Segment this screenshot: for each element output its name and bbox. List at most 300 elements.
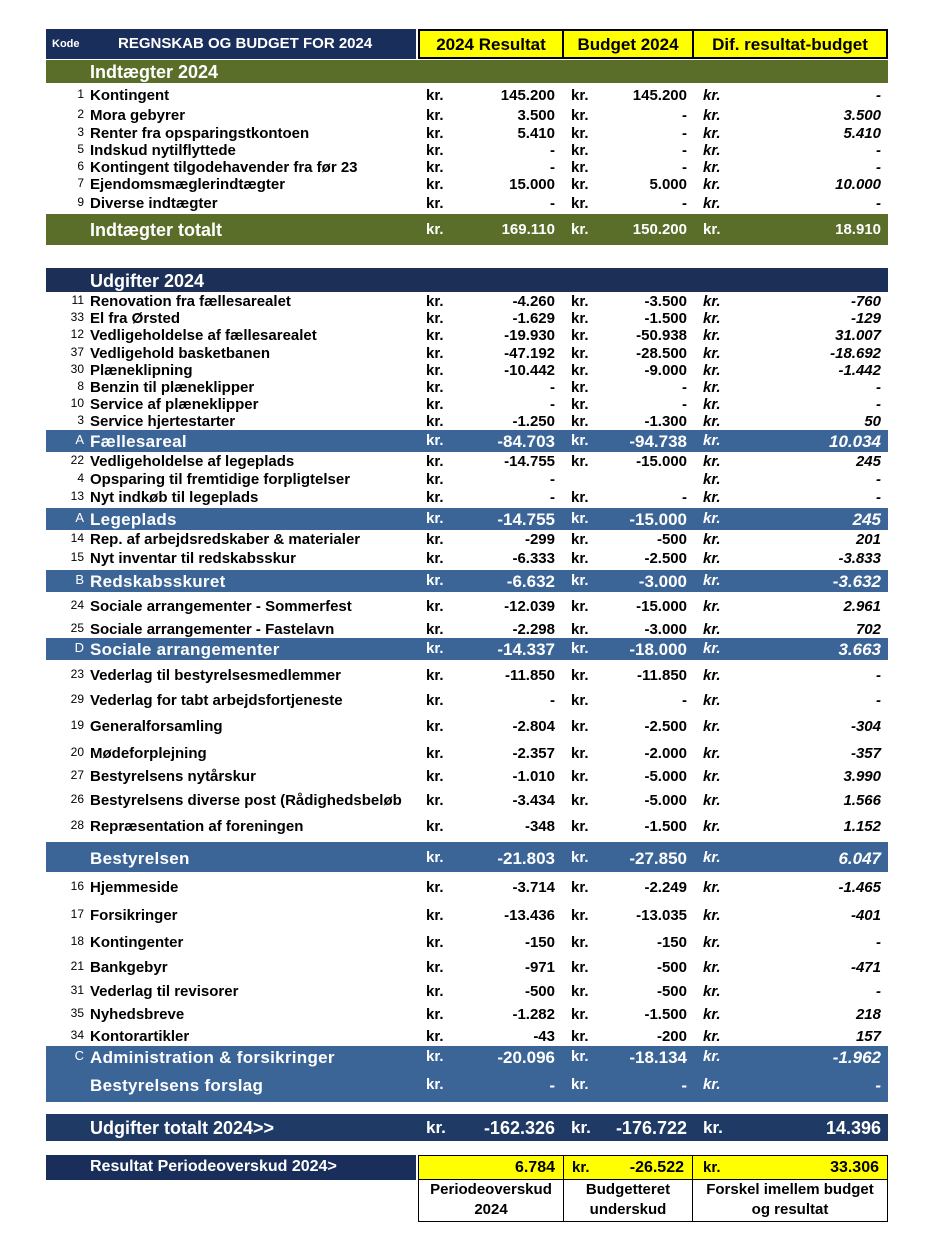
kr-label: kr. bbox=[571, 1076, 589, 1093]
kr-label: kr. bbox=[571, 293, 589, 310]
row-label: Legeplads bbox=[90, 510, 177, 529]
kr-label: kr. bbox=[571, 362, 589, 379]
value-result: -47.192 bbox=[504, 345, 555, 362]
kr-label: kr. bbox=[571, 1028, 589, 1045]
value-budget: -2.249 bbox=[644, 879, 687, 896]
row-code: 34 bbox=[70, 1028, 84, 1042]
row-code: 6 bbox=[77, 159, 84, 173]
kr-label: kr. bbox=[703, 1076, 721, 1093]
row-label: Administration & forsikringer bbox=[90, 1048, 335, 1067]
row-label: Indskud nytilflyttede bbox=[90, 142, 236, 159]
income-total-row: Indtægter totalt kr. 169.110 kr. 150.200 kr. 18.910 bbox=[46, 214, 888, 245]
value-diff: 2.961 bbox=[843, 598, 881, 615]
kr-label: kr. bbox=[703, 293, 721, 310]
row-label: Ejendomsmæglerindtægter bbox=[90, 176, 286, 193]
value-result: -299 bbox=[524, 531, 555, 548]
row-code: 9 bbox=[77, 195, 84, 209]
row-label: Bankgebyr bbox=[90, 959, 168, 976]
result-kr-2: kr. bbox=[572, 1159, 590, 1176]
kr-label: kr. bbox=[426, 718, 444, 735]
kr-label: kr. bbox=[571, 510, 589, 527]
value-diff: - bbox=[876, 934, 881, 951]
value-diff: -471 bbox=[850, 959, 881, 976]
value-diff: -304 bbox=[850, 718, 881, 735]
value-diff: 245 bbox=[852, 510, 881, 529]
value-diff: 3.990 bbox=[843, 768, 881, 785]
row-label: Hjemmeside bbox=[90, 879, 179, 896]
value-result: -6.333 bbox=[512, 550, 555, 567]
kr-label: kr. bbox=[571, 907, 589, 924]
row-label: Nyhedsbreve bbox=[90, 1006, 185, 1023]
value-result: - bbox=[550, 142, 555, 159]
kr-label: kr. bbox=[703, 87, 721, 104]
result-caption-3: Forskel imellem budget og resultat bbox=[692, 1180, 888, 1222]
row-label: Benzin til plæneklipper bbox=[90, 379, 255, 396]
kr-label: kr. bbox=[426, 598, 444, 615]
kr-label: kr. bbox=[426, 107, 444, 124]
subtotal-row bbox=[46, 430, 888, 452]
row-code: 18 bbox=[70, 934, 84, 948]
row-label: Renter fra opsparingstkontoen bbox=[90, 125, 310, 142]
row-label: Vedligehold basketbanen bbox=[90, 345, 271, 362]
row-code: 22 bbox=[70, 453, 84, 467]
kr-label: kr. bbox=[426, 879, 444, 896]
value-diff: 157 bbox=[855, 1028, 881, 1045]
row-code: 28 bbox=[70, 818, 84, 832]
value-result: -10.442 bbox=[504, 362, 555, 379]
row-code: 10 bbox=[70, 396, 84, 410]
value-diff: -401 bbox=[850, 907, 881, 924]
kr-label: kr. bbox=[426, 692, 444, 709]
kr-label: kr. bbox=[426, 396, 444, 413]
kr-label: kr. bbox=[703, 362, 721, 379]
value-diff: -3.833 bbox=[838, 550, 881, 567]
kr-label: kr. bbox=[426, 1048, 444, 1065]
row-code: 11 bbox=[71, 293, 84, 307]
value-result: 3.500 bbox=[517, 107, 555, 124]
row-code: 37 bbox=[70, 345, 84, 359]
value-result: -14.755 bbox=[497, 510, 555, 529]
value-diff: 31.007 bbox=[835, 327, 881, 344]
kr-label: kr. bbox=[703, 934, 721, 951]
value-result: -500 bbox=[524, 983, 555, 1000]
row-code: 3 bbox=[77, 413, 84, 427]
kr-label: kr. bbox=[703, 718, 721, 735]
kr-label: kr. bbox=[703, 983, 721, 1000]
row-code: 14 bbox=[70, 531, 84, 545]
kr-label: kr. bbox=[426, 413, 444, 430]
kr-label: kr. bbox=[571, 159, 589, 176]
kr-label: kr. bbox=[703, 907, 721, 924]
kr-label: kr. bbox=[426, 572, 444, 589]
row-code: 5 bbox=[77, 142, 84, 156]
value-budget: -15.000 bbox=[636, 598, 687, 615]
kr-label: kr. bbox=[571, 983, 589, 1000]
kr-label: kr. bbox=[571, 745, 589, 762]
value-result: 15.000 bbox=[509, 176, 555, 193]
kr-label: kr. bbox=[703, 142, 721, 159]
result-value-actual: 6.784 bbox=[514, 1159, 555, 1176]
value-result: -19.930 bbox=[504, 327, 555, 344]
value-budget: -500 bbox=[656, 983, 687, 1000]
kr-label: kr. bbox=[703, 453, 721, 470]
kr-label: kr. bbox=[703, 396, 721, 413]
kr-label: kr. bbox=[571, 195, 589, 212]
kr-label: kr. bbox=[703, 792, 721, 809]
value-diff: - bbox=[876, 692, 881, 709]
value-diff: 201 bbox=[855, 531, 881, 548]
kr-label: kr. bbox=[703, 489, 721, 506]
kr-label: kr. bbox=[426, 849, 444, 866]
row-label: El fra Ørsted bbox=[90, 310, 181, 327]
result-label: Resultat Periodeoverskud 2024> bbox=[90, 1158, 337, 1175]
row-label: Redskabsskuret bbox=[90, 572, 226, 591]
kr-label: kr. bbox=[571, 413, 589, 430]
kr-label: kr. bbox=[571, 453, 589, 470]
value-budget: -1.300 bbox=[644, 413, 687, 430]
row-code: 15 bbox=[70, 550, 84, 564]
value-budget: -1.500 bbox=[644, 1006, 687, 1023]
col-header-diff: Dif. resultat-budget bbox=[692, 29, 888, 59]
row-label: Bestyrelsen bbox=[90, 849, 190, 868]
kr-label: kr. bbox=[703, 195, 721, 212]
value-result: 5.410 bbox=[517, 125, 555, 142]
value-result: 145.200 bbox=[500, 87, 555, 104]
subtotal-row bbox=[46, 842, 888, 872]
kr-label: kr. bbox=[703, 310, 721, 327]
value-budget: - bbox=[682, 107, 687, 124]
result-box-1 bbox=[418, 1155, 564, 1180]
value-budget: -5.000 bbox=[644, 768, 687, 785]
value-result: - bbox=[549, 1076, 555, 1095]
row-code: A bbox=[75, 432, 84, 447]
kr-label: kr. bbox=[703, 125, 721, 142]
row-code: D bbox=[74, 640, 84, 655]
kr-label: kr. bbox=[426, 818, 444, 835]
value-result: -21.803 bbox=[497, 849, 555, 868]
value-diff: 1.152 bbox=[843, 818, 881, 835]
col-header-budget: Budget 2024 bbox=[562, 29, 694, 59]
value-budget: -50.938 bbox=[636, 327, 687, 344]
value-result: - bbox=[550, 396, 555, 413]
kr-label: kr. bbox=[426, 667, 444, 684]
subtotal-row bbox=[46, 570, 888, 592]
row-label: Opsparing til fremtidige forpligtelser bbox=[90, 471, 351, 488]
value-budget: -9.000 bbox=[644, 362, 687, 379]
kr-label: kr. bbox=[426, 1076, 444, 1093]
kr-label: kr. bbox=[703, 572, 721, 589]
kr-label: kr. bbox=[703, 667, 721, 684]
value-diff: 702 bbox=[855, 621, 881, 638]
kr-label: kr. bbox=[703, 598, 721, 615]
row-label: Plæneklipning bbox=[90, 362, 193, 379]
value-budget: - bbox=[682, 159, 687, 176]
row-label: Fællesareal bbox=[90, 432, 187, 451]
expenses-total-row: Udgifter totalt 2024>> kr. -162.326 kr. -176.722 kr. 14.396 bbox=[46, 1114, 888, 1141]
row-label: Vederlag for tabt arbejdsfortjeneste bbox=[90, 692, 343, 709]
result-value-budget: -26.522 bbox=[629, 1159, 684, 1176]
value-result: -348 bbox=[524, 818, 555, 835]
value-budget: - bbox=[682, 692, 687, 709]
kr-label: kr. bbox=[426, 550, 444, 567]
row-code: 7 bbox=[77, 176, 84, 190]
result-box-2 bbox=[563, 1155, 693, 1180]
row-label: Sociale arrangementer - Sommerfest bbox=[90, 598, 352, 615]
value-result: -14.755 bbox=[504, 453, 555, 470]
value-diff: -129 bbox=[850, 310, 881, 327]
kr-label: kr. bbox=[426, 983, 444, 1000]
subtotal-row bbox=[46, 638, 888, 660]
value-diff: -357 bbox=[850, 745, 881, 762]
value-result: - bbox=[550, 471, 555, 488]
expenses-section-title: Udgifter 2024 bbox=[46, 268, 888, 292]
row-label: Kontingenter bbox=[90, 934, 184, 951]
kr-label: kr. bbox=[426, 310, 444, 327]
value-budget: -150 bbox=[656, 934, 687, 951]
value-result: - bbox=[550, 489, 555, 506]
row-label: Forsikringer bbox=[90, 907, 178, 924]
value-result: -150 bbox=[524, 934, 555, 951]
value-diff: - bbox=[876, 379, 881, 396]
kr-label: kr. bbox=[703, 176, 721, 193]
kr-label: kr. bbox=[571, 598, 589, 615]
kr-label: kr. bbox=[571, 818, 589, 835]
kr-label: kr. bbox=[703, 327, 721, 344]
value-result: -20.096 bbox=[497, 1048, 555, 1067]
value-diff: 50 bbox=[864, 413, 881, 430]
kr-label: kr. bbox=[426, 87, 444, 104]
value-budget: -3.500 bbox=[644, 293, 687, 310]
kr-label: kr. bbox=[571, 692, 589, 709]
value-diff: - bbox=[876, 667, 881, 684]
value-budget: - bbox=[682, 396, 687, 413]
kr-label: kr. bbox=[571, 640, 589, 657]
row-code: 13 bbox=[70, 489, 84, 503]
kr-label: kr. bbox=[426, 531, 444, 548]
kr-label: kr. bbox=[426, 792, 444, 809]
row-label: Bestyrelsens diverse post (Rådighedsbeløb bbox=[90, 792, 402, 809]
value-result: - bbox=[550, 379, 555, 396]
value-budget: -18.134 bbox=[629, 1048, 687, 1067]
kr-label: kr. bbox=[571, 489, 589, 506]
kr-label: kr. bbox=[571, 310, 589, 327]
row-label: Sociale arrangementer bbox=[90, 640, 280, 659]
row-label: Mødeforplejning bbox=[90, 745, 207, 762]
kr-label: kr. bbox=[571, 107, 589, 124]
row-label: Rep. af arbejdsredskaber & materialer bbox=[90, 531, 361, 548]
kr-label: kr. bbox=[571, 432, 589, 449]
value-budget: -94.738 bbox=[629, 432, 687, 451]
kr-label: kr. bbox=[571, 718, 589, 735]
code-header: Kode bbox=[52, 38, 80, 50]
row-code: 31 bbox=[70, 983, 84, 997]
value-result: -84.703 bbox=[497, 432, 555, 451]
row-label: Bestyrelsens forslag bbox=[90, 1076, 264, 1095]
row-code: 30 bbox=[70, 362, 84, 376]
kr-label: kr. bbox=[426, 471, 444, 488]
result-label-bar bbox=[46, 1155, 416, 1180]
row-code: 12 bbox=[70, 327, 84, 341]
value-diff: -18.692 bbox=[830, 345, 881, 362]
value-result: -3.714 bbox=[512, 879, 555, 896]
value-diff: - bbox=[876, 87, 881, 104]
value-result: -1.282 bbox=[512, 1006, 555, 1023]
kr-label: kr. bbox=[571, 849, 589, 866]
kr-label: kr. bbox=[703, 640, 721, 657]
kr-label: kr. bbox=[426, 1006, 444, 1023]
kr-label: kr. bbox=[703, 107, 721, 124]
kr-label: kr. bbox=[703, 959, 721, 976]
row-code: 29 bbox=[70, 692, 84, 706]
kr-label: kr. bbox=[426, 1028, 444, 1045]
row-code: 19 bbox=[70, 718, 84, 732]
row-label: Diverse indtægter bbox=[90, 195, 218, 212]
value-budget: - bbox=[682, 142, 687, 159]
value-result: -12.039 bbox=[504, 598, 555, 615]
kr-label: kr. bbox=[703, 1028, 721, 1045]
kr-label: kr. bbox=[426, 907, 444, 924]
kr-label: kr. bbox=[426, 453, 444, 470]
value-budget: - bbox=[682, 195, 687, 212]
col-header-result: 2024 Resultat bbox=[418, 29, 564, 59]
row-code: 27 bbox=[70, 768, 84, 782]
value-diff: - bbox=[876, 983, 881, 1000]
kr-label: kr. bbox=[571, 768, 589, 785]
row-label: Vedligeholdelse af legeplads bbox=[90, 453, 295, 470]
kr-label: kr. bbox=[426, 142, 444, 159]
subtotal-row bbox=[46, 1074, 888, 1102]
kr-label: kr. bbox=[703, 818, 721, 835]
value-budget: -2.500 bbox=[644, 550, 687, 567]
kr-label: kr. bbox=[571, 1006, 589, 1023]
kr-label: kr. bbox=[703, 345, 721, 362]
kr-label: kr. bbox=[426, 125, 444, 142]
row-code: 24 bbox=[70, 598, 84, 612]
row-label: Generalforsamling bbox=[90, 718, 223, 735]
value-result: -14.337 bbox=[497, 640, 555, 659]
result-kr-3: kr. bbox=[703, 1159, 721, 1176]
kr-label: kr. bbox=[426, 159, 444, 176]
kr-label: kr. bbox=[571, 396, 589, 413]
value-diff: - bbox=[876, 489, 881, 506]
kr-label: kr. bbox=[571, 87, 589, 104]
kr-label: kr. bbox=[571, 125, 589, 142]
value-budget: -27.850 bbox=[629, 849, 687, 868]
value-diff: - bbox=[876, 159, 881, 176]
kr-label: kr. bbox=[571, 345, 589, 362]
row-code: 20 bbox=[70, 745, 84, 759]
value-budget: -500 bbox=[656, 959, 687, 976]
kr-label: kr. bbox=[426, 379, 444, 396]
result-caption-2: Budgetteret underskud bbox=[563, 1180, 693, 1222]
row-label: Bestyrelsens nytårskur bbox=[90, 768, 256, 785]
row-label: Nyt indkøb til legeplads bbox=[90, 489, 259, 506]
kr-label: kr. bbox=[426, 934, 444, 951]
value-result: -3.434 bbox=[512, 792, 555, 809]
value-result: - bbox=[550, 159, 555, 176]
kr-label: kr. bbox=[703, 550, 721, 567]
kr-label: kr. bbox=[426, 959, 444, 976]
value-result: -2.357 bbox=[512, 745, 555, 762]
value-diff: -1.962 bbox=[832, 1048, 881, 1067]
subtotal-row bbox=[46, 1046, 888, 1074]
value-budget: - bbox=[681, 1076, 687, 1095]
row-label: Renovation fra fællesarealet bbox=[90, 293, 291, 310]
value-budget: - bbox=[682, 379, 687, 396]
kr-label: kr. bbox=[703, 379, 721, 396]
kr-label: kr. bbox=[703, 531, 721, 548]
value-diff: 3.500 bbox=[843, 107, 881, 124]
value-result: - bbox=[550, 195, 555, 212]
kr-label: kr. bbox=[703, 1006, 721, 1023]
kr-label: kr. bbox=[571, 327, 589, 344]
kr-label: kr. bbox=[426, 640, 444, 657]
row-label: Repræsentation af foreningen bbox=[90, 818, 304, 835]
kr-label: kr. bbox=[426, 510, 444, 527]
value-diff: -1.442 bbox=[838, 362, 881, 379]
value-result: -1.250 bbox=[512, 413, 555, 430]
kr-label: kr. bbox=[571, 667, 589, 684]
value-budget: -3.000 bbox=[638, 572, 687, 591]
row-code: 33 bbox=[70, 310, 84, 324]
kr-label: kr. bbox=[571, 176, 589, 193]
kr-label: kr. bbox=[426, 327, 444, 344]
value-diff: - bbox=[876, 471, 881, 488]
row-code: A bbox=[75, 510, 84, 525]
kr-label: kr. bbox=[703, 879, 721, 896]
value-budget: -18.000 bbox=[629, 640, 687, 659]
kr-label: kr. bbox=[571, 572, 589, 589]
kr-label: kr. bbox=[703, 768, 721, 785]
value-budget: -500 bbox=[656, 531, 687, 548]
value-diff: 6.047 bbox=[838, 849, 881, 868]
kr-label: kr. bbox=[703, 692, 721, 709]
kr-label: kr. bbox=[426, 293, 444, 310]
value-diff: 218 bbox=[855, 1006, 881, 1023]
value-budget: 5.000 bbox=[649, 176, 687, 193]
value-result: -971 bbox=[524, 959, 555, 976]
kr-label: kr. bbox=[426, 345, 444, 362]
page-title: REGNSKAB OG BUDGET FOR 2024 bbox=[118, 35, 373, 52]
row-label: Vedligeholdelse af fællesarealet bbox=[90, 327, 317, 344]
kr-label: kr. bbox=[703, 432, 721, 449]
row-code: 2 bbox=[77, 107, 84, 121]
value-budget: -3.000 bbox=[644, 621, 687, 638]
result-caption-1: Periodeoverskud 2024 bbox=[418, 1180, 564, 1222]
row-label: Kontingent bbox=[90, 87, 170, 104]
value-diff: 3.663 bbox=[838, 640, 881, 659]
value-result: -43 bbox=[533, 1028, 555, 1045]
row-code: 4 bbox=[77, 471, 84, 485]
value-result: -1.629 bbox=[512, 310, 555, 327]
kr-label: kr. bbox=[426, 195, 444, 212]
kr-label: kr. bbox=[571, 142, 589, 159]
kr-label: kr. bbox=[571, 792, 589, 809]
value-budget: -1.500 bbox=[644, 310, 687, 327]
row-label: Kontorartikler bbox=[90, 1028, 190, 1045]
row-code: 21 bbox=[70, 959, 84, 973]
kr-label: kr. bbox=[426, 432, 444, 449]
row-code: 16 bbox=[70, 879, 84, 893]
value-budget: - bbox=[682, 125, 687, 142]
value-budget: -15.000 bbox=[636, 453, 687, 470]
value-diff: -3.632 bbox=[832, 572, 881, 591]
value-diff: 245 bbox=[855, 453, 881, 470]
value-diff: 10.000 bbox=[835, 176, 881, 193]
kr-label: kr. bbox=[703, 413, 721, 430]
result-value-diff: 33.306 bbox=[830, 1159, 879, 1176]
value-budget: -28.500 bbox=[636, 345, 687, 362]
